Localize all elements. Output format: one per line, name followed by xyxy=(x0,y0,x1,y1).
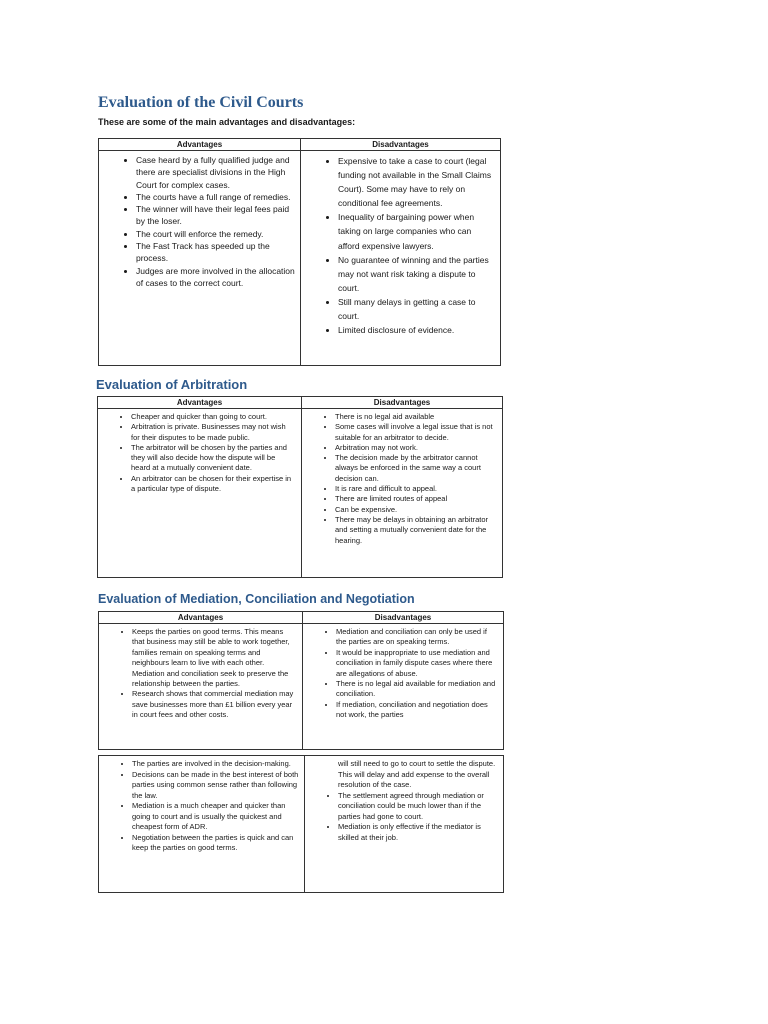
advantages-list xyxy=(100,152,299,291)
list-item: • It is rare and difficult to appeal. xyxy=(335,484,497,494)
list-item: • There are limited routes of appeal xyxy=(335,494,497,504)
advantages-list xyxy=(99,410,300,496)
list-item: • Mediation is a much cheaper and quicker than going to court and is usually the quickest and cheapest form of ADR. xyxy=(132,801,299,833)
list-item: • An arbitrator can be chosen for their expertise in a particular type of dispute. xyxy=(131,474,296,495)
list-item: • Some cases will involve a legal issue that is not suitable for an arbitrator to decide. xyxy=(335,422,497,443)
disadvantages-header: Disadvantages xyxy=(301,139,501,151)
advantages-cell xyxy=(98,409,302,578)
list-item: • Cheaper and quicker than going to court. xyxy=(131,412,296,422)
list-item: • The parties are involved in the decision-making. xyxy=(132,759,299,770)
advantages-header: Advantages xyxy=(99,139,301,151)
list-item: • Decisions can be made in the best interest of both parties using common sense rather than following the law. xyxy=(132,770,299,802)
disadvantages-cell xyxy=(301,151,501,366)
list-item: • No guarantee of winning and the parties may not want risk taking a dispute to court. xyxy=(338,253,495,295)
list-item: • Arbitration is private. Businesses may not wish for their disputes to be made public. xyxy=(131,422,296,443)
disadvantages-list xyxy=(303,410,501,548)
list-item: • If mediation, conciliation and negotiation does not work, the parties xyxy=(336,700,498,721)
list-item: • Judges are more involved in the allocation of cases to the correct court. xyxy=(136,265,295,290)
disadvantages-list xyxy=(306,757,502,845)
list-item: • The decision made by the arbitrator cannot always be enforced in the same way a court decision can. xyxy=(335,453,497,484)
list-item: • Case heard by a fully qualified judge and there are specialist divisions in the High Court for complex cases. xyxy=(136,154,295,191)
list-item: • The arbitrator will be chosen by the parties and they will also decide how the dispute will be heard at a mutually convenient date. xyxy=(131,443,296,474)
list-item: • The settlement agreed through mediation or conciliation could be much lower than if the parties had gone to court. xyxy=(338,791,498,823)
list-item: • Limited disclosure of evidence. xyxy=(338,323,495,337)
list-item: • Research shows that commercial mediation may save businesses more than £1 billion every year in court fees and other costs. xyxy=(132,689,297,720)
list-item-continuation: will still need to go to court to settle the dispute. This will delay and add expense to the overall resolution of the case. xyxy=(338,759,496,789)
advantages-cell xyxy=(99,624,303,750)
list-item: • The court will enforce the remedy. xyxy=(136,228,295,240)
civil-courts-title: Evaluation of the Civil Courts xyxy=(98,94,304,111)
disadvantages-header: Disadvantages xyxy=(302,397,503,409)
list-item: • There is no legal aid available for mediation and conciliation. xyxy=(336,679,498,700)
disadvantages-cell xyxy=(303,624,504,750)
disadvantages-cell xyxy=(302,409,503,578)
list-item: • Expensive to take a case to court (legal funding not available in the Small Claims Court). Some may have to rely on conditional fee agreements. xyxy=(338,154,495,210)
list-item: • The courts have a full range of remedies. xyxy=(136,191,295,203)
list-item: • Still many delays in getting a case to court. xyxy=(338,295,495,323)
arbitration-table xyxy=(97,396,503,578)
mediation-table-page1 xyxy=(98,611,504,750)
arbitration-title: Evaluation of Arbitration xyxy=(96,377,248,392)
advantages-cell xyxy=(99,756,305,893)
advantages-header: Advantages xyxy=(99,612,303,624)
list-item: • Keeps the parties on good terms. This means that business may still be able to work together, families remain on speaking terms and neighbours learn to live with each other. Mediation and conciliation seek to preserve the relationship between the parties. xyxy=(132,627,297,689)
disadvantages-list xyxy=(302,152,499,339)
list-item: • The winner will have their legal fees paid by the loser. xyxy=(136,203,295,228)
advantages-list xyxy=(100,625,301,723)
list-item: • It would be inappropriate to use mediation and conciliation in family dispute cases where there are allegations of abuse. xyxy=(336,648,498,679)
list-item: • Negotiation between the parties is quick and can keep the parties on good terms. xyxy=(132,833,299,854)
civil-courts-intro: These are some of the main advantages and disadvantages: xyxy=(98,117,356,127)
list-item: • Can be expensive. xyxy=(335,505,497,515)
list-item: • Inequality of bargaining power when taking on large companies who can afford expensive lawyers. xyxy=(338,210,495,252)
list-item: • There is no legal aid available xyxy=(335,412,497,422)
list-item: • Mediation is only effective if the mediator is skilled at their job. xyxy=(338,822,498,843)
disadvantages-list xyxy=(304,625,502,723)
list-item: • Arbitration may not work. xyxy=(335,443,497,453)
disadvantages-header: Disadvantages xyxy=(303,612,504,624)
advantages-list xyxy=(100,757,303,856)
mediation-table-page2 xyxy=(98,755,504,893)
civil-courts-table xyxy=(98,138,501,366)
advantages-header: Advantages xyxy=(98,397,302,409)
list-item: • There may be delays in obtaining an arbitrator and setting a mutually convenient date for the hearing. xyxy=(335,515,497,546)
list-item: • Mediation and conciliation can only be used if the parties are on speaking terms. xyxy=(336,627,498,648)
list-item: • The Fast Track has speeded up the process. xyxy=(136,240,295,265)
mediation-title: Evaluation of Mediation, Conciliation and Negotiation xyxy=(98,592,415,606)
advantages-cell xyxy=(99,151,301,366)
disadvantages-cell xyxy=(305,756,504,893)
